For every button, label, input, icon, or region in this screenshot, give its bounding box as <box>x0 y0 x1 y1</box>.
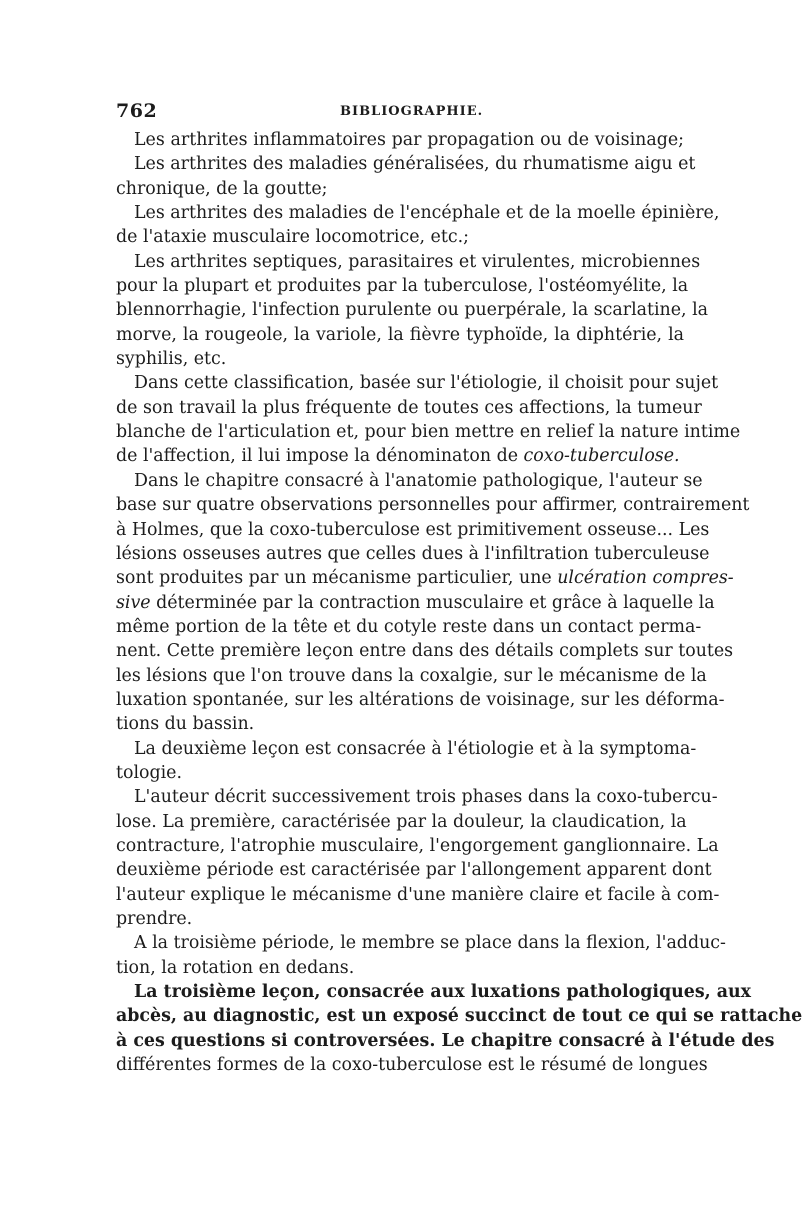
text-line: nent. Cette première leçon entre dans des détails complets sur toutes <box>116 641 734 662</box>
text-line: deuxième période est caractérisée par l'allongement apparent dont <box>116 860 712 881</box>
text-line: abcès, au diagnostic, est un exposé succinct de tout ce qui se rattache <box>116 1006 802 1027</box>
text-line: de l'ataxie musculaire locomotrice, etc.; <box>116 227 469 248</box>
text-line: luxation spontanée, sur les altérations de voisinage, sur les déforma- <box>116 689 725 710</box>
italic-term: ulcération compres- <box>557 568 734 589</box>
text-line: les lésions que l'on trouve dans la coxalgie, sur le mécanisme de la <box>116 665 707 686</box>
text-line: Dans cette classification, basée sur l'étiologie, il choisit pour sujet <box>134 373 719 394</box>
text-line: La troisième leçon, consacrée aux luxations pathologiques, aux <box>134 982 752 1003</box>
text-line: morve, la rougeole, la variole, la fièvre typhoïde, la diphtérie, la <box>116 324 684 345</box>
text-line: prendre. <box>116 909 193 929</box>
italic-term: coxo-tuberculose. <box>523 446 680 467</box>
text-line: lose. La première, caractérisée par la douleur, la claudication, la <box>116 811 687 832</box>
text-line: Les arthrites inflammatoires par propagation ou de voisinage; <box>134 130 684 150</box>
text-line: contracture, l'atrophie musculaire, l'engorgement ganglionnaire. La <box>116 835 719 856</box>
text-line: L'auteur décrit successivement trois phases dans la coxo-tubercu- <box>134 787 718 808</box>
text-line: blanche de l'articulation et, pour bien mettre en relief la nature intime <box>116 422 741 443</box>
text-line: base sur quatre observations personnelles pour affirmer, contrairement <box>116 495 750 516</box>
text-line: La deuxième leçon est consacrée à l'étiologie et à la symptoma- <box>134 738 697 759</box>
text-line: syphilis, etc. <box>116 349 227 370</box>
text-line: à Holmes, que la coxo-tuberculose est primitivement osseuse... Les <box>116 519 710 540</box>
text-line: Les arthrites des maladies de l'encéphale et de la moelle épinière, <box>134 203 720 224</box>
text-line: blennorrhagie, l'infection purulente ou puerpérale, la scarlatine, la <box>116 300 709 321</box>
text-line: de son travail la plus fréquente de toutes ces affections, la tumeur <box>116 397 702 418</box>
page-number: 762 <box>116 100 158 122</box>
text-line: chronique, de la goutte; <box>116 178 328 199</box>
text-line: pour la plupart et produites par la tuberculose, l'ostéomyélite, la <box>116 276 689 297</box>
page-header <box>116 100 686 124</box>
text-line: l'auteur explique le mécanisme d'une manière claire et facile à com- <box>116 884 720 905</box>
italic-term: sive <box>116 592 151 613</box>
text-line: différentes formes de la coxo-tuberculose est le résumé de longues <box>116 1055 708 1076</box>
text-fragment: déterminée par la contraction musculaire et grâce à laquelle la <box>150 592 715 613</box>
text-line: tologie. <box>116 762 183 783</box>
running-title: BIBLIOGRAPHIE. <box>340 104 484 119</box>
text-line: lésions osseuses autres que celles dues à l'infiltration tuberculeuse <box>116 543 710 564</box>
text-line: A la troisième période, le membre se place dans la flexion, l'adduc- <box>134 933 726 954</box>
text-line: Les arthrites septiques, parasitaires et virulentes, microbiennes <box>134 251 701 272</box>
body-text <box>116 128 802 1077</box>
text-line: Les arthrites des maladies généralisées, du rhumatisme aigu et <box>134 154 696 175</box>
text-line: même portion de la tête et du cotyle reste dans un contact perma- <box>116 616 702 637</box>
text-line: tion, la rotation en dedans. <box>116 957 355 978</box>
text-fragment: de l'affection, il lui impose la dénominaton de <box>116 446 524 467</box>
text-line <box>116 444 684 468</box>
text-line <box>116 591 715 615</box>
text-line: Dans le chapitre consacré à l'anatomie pathologique, l'auteur se <box>134 470 703 491</box>
text-line: tions du bassin. <box>116 714 255 735</box>
text-line: à ces questions si controversées. Le chapitre consacré à l'étude des <box>116 1030 775 1051</box>
text-line <box>116 566 734 590</box>
text-fragment: sont produites par un mécanisme particulier, une <box>116 568 558 589</box>
